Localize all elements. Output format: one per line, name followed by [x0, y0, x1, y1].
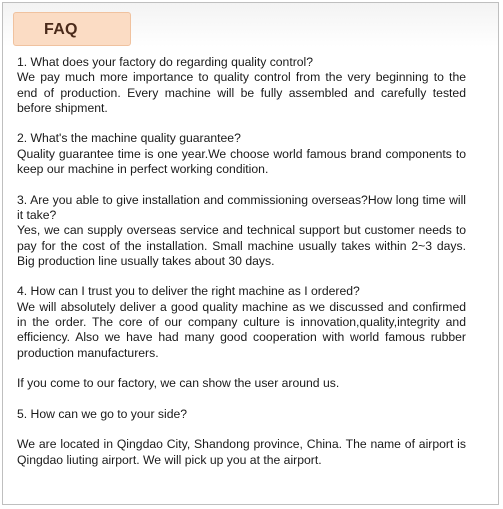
faq-title: FAQ: [44, 21, 78, 38]
faq-panel: [2, 2, 499, 505]
faq-answer-1: We pay much more importance to quality control from the very beginning to the end of production. Every machine will be fully assembled and carefully tested before shipment.: [17, 70, 466, 115]
faq-question-4: 4. How can I trust you to deliver the right machine as I ordered?: [17, 284, 360, 299]
faq-tab: [13, 12, 131, 46]
faq-answer-3: Yes, we can supply overseas service and technical support but customer needs to pay for the cost of the installation. Small machine usually takes within 2~3 days. Big production line usually takes about 30 days.: [17, 223, 466, 268]
faq-question-1: 1. What does your factory do regarding quality control?: [17, 55, 314, 69]
faq-answer-2: Quality guarantee time is one year.We choose world famous brand components to keep our machine in perfect working condition.: [17, 146, 466, 177]
faq-question-5: 5. How can we go to your side?: [17, 406, 188, 421]
faq-question-2: 2. What's the machine quality guarantee?: [17, 131, 241, 146]
faq-answer-5: We are located in Qingdao City, Shandong province, China. The name of airport is Qingdao liuting airport. We will pick up you at the airport.: [17, 437, 466, 467]
faq-answer-4: We will absolutely deliver a good quality machine as we discussed and confirmed in the order. The core of our company culture is innovation,quality,integrity and efficiency. Also we have had many good cooperation with world famous rubber production manufacturers.: [17, 299, 466, 360]
faq-answer-4-extra: If you come to our factory, we can show the user around us.: [17, 376, 340, 391]
faq-question-3: 3. Are you able to give installation and commissioning overseas?How long time will it take?: [17, 192, 466, 222]
faq-content: [17, 55, 466, 468]
